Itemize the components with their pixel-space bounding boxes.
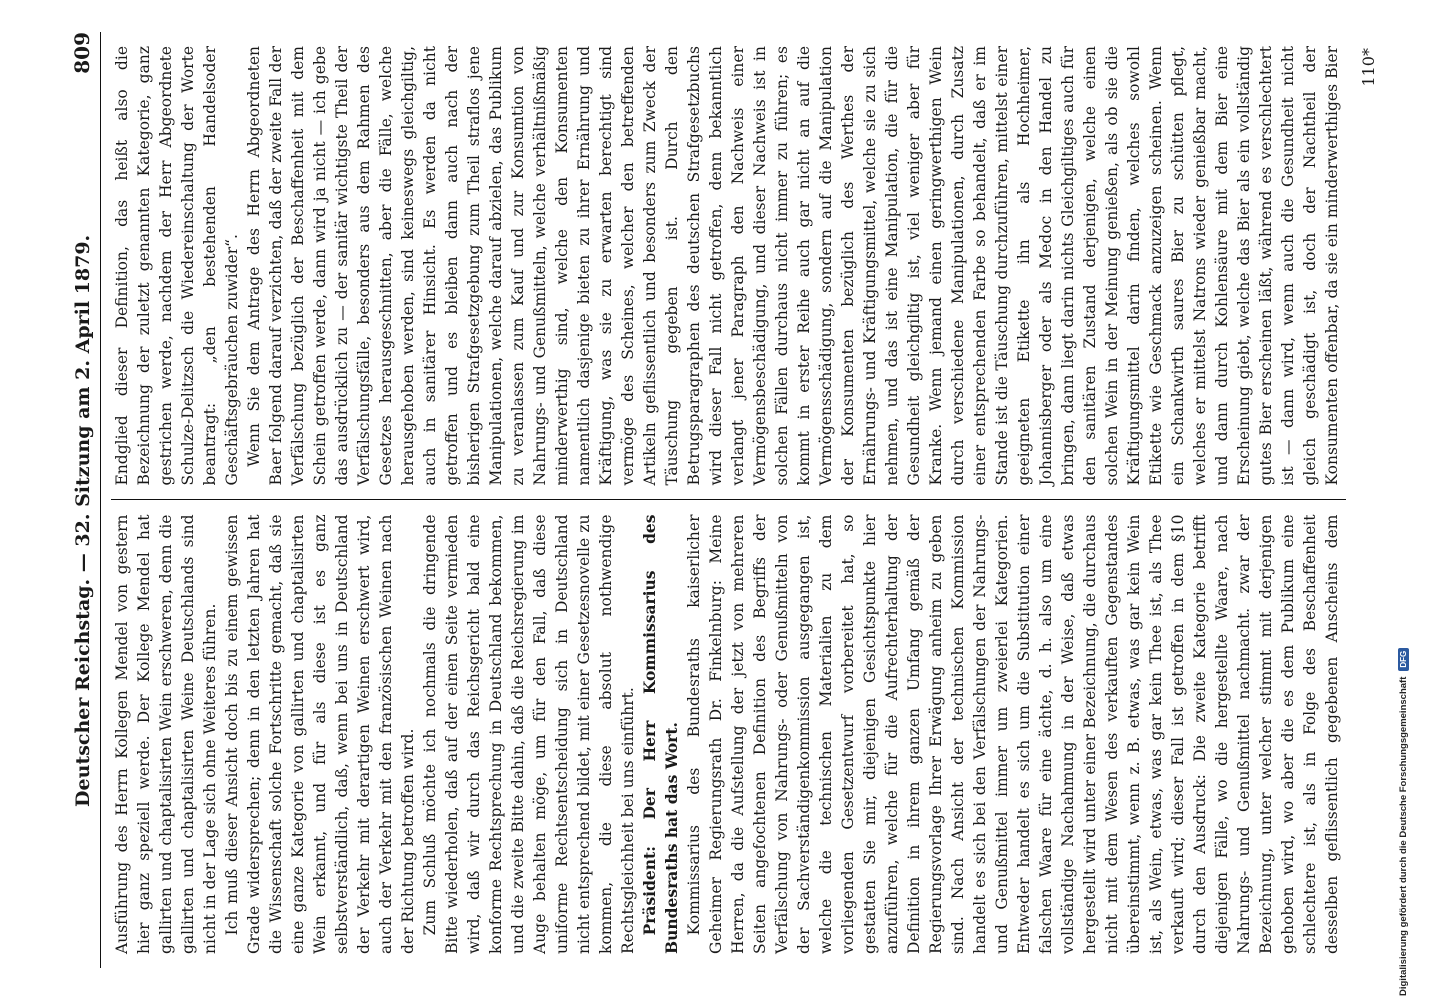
running-title: Deutscher Reichstag. — 32. Sitzung am 2. April 1879. [72,234,94,807]
paragraph: Endglied dieser Definition, das heißt also die Bezeichnung der zuletzt genannten Kategorie, ganz gestrichen werde, nachdem der Herr Abgeordnete Schulze-Delitzsch die Wiedereinschaltung der Worte beantragt: „den bestehenden Handelsoder Geschäftsgebräuchen zuwider“. [113,46,241,486]
speaker-paragraph: Präsident: Der Herr Kommissarius des Bundesraths hat das Wort. [640,514,681,954]
paragraph: Ausführung des Herrn Kollegen Mendel von gestern hier ganz speziell werde. Der Kollege Mendel hat gallirten und chaptalisirten Wein erschweren, denn die gallirten und chaptalisirten Weine Deutschlands sind nicht in der Lage sich ohne Weiteres führen. [113,514,219,954]
page-number: 809 [70,32,94,74]
left-column [111,500,1346,969]
credit-text: Digitalisierung gefördert durch die Deutsche Forschungsgemeinschaft [1398,676,1409,996]
paragraph: Wenn Sie dem Antrage des Herrn Abgeordneten Baer folgend darauf verzichten, daß der zweite Fall der Verfälschung bezüglich der Beschaffenheit mit dem Schein getroffen werde, dann wird ja nicht — ich gebe das ausdrücklich zu — der sanitär wichtigste Theil der Verfälschungsfälle, besonders aus dem Rahmen des Gesetzes herausgeschnitten, aber die Fälle, welche herausgehoben werden, sind keineswegs gleichgiltig, auch in sanitärer Hinsicht. Es werden da nicht getroffen und es bleiben dann auch nach der bisherigen Strafgesetzgebung zum Theil straflos jene Manipulationen, welche darauf abzielen, das Publikum zu veranlassen zum Kauf und zur Konsumtion von Nahrungs- und Genußmitteln, welche verhältnißmäßig minderwerthig sind, welche den Konsumenten namentlich dasjenige bieten zu ihrer Ernährung und Kräftigung, was sie zu erwarten berechtigt sind vermöge des Scheines, welcher den betreffenden Artikeln geflissentlich und besonders zum Zweck der Täuschung gegeben ist. Durch den Betrugsparagraphen des deutschen Strafgesetzbuchs wird dieser Fall nicht getroffen, denn bekanntlich verlangt jener Paragraph den Nachweis einer Vermögensbeschädigung, und dieser Nachweis ist in solchen Fällen durchaus nicht immer zu führen; es kommt in erster Reihe auch gar nicht an auf die Vermögensschädigung, sondern auf die Manipulation der Konsumenten bezüglich des Werthes der Ernährungs- und Kräftigungsmittel, welche sie zu sich nehmen, und das ist eine Manipulation, die für die Gesundheit gleichgiltig ist, viel weniger aber für Kranke. Wenn jemand einen geringwerthigen Wein durch verschiedene Manipulationen, durch Zusatz einer entsprechenden Farbe so behandelt, daß er im Stande ist die Täuschung durchzuführen, mittelst einer geeigneten Etikette ihn als Hochheimer, Johannisberger oder als Medoc in den Handel zu bringen, dann liegt darin nichts Gleichgiltiges auch für den sanitären Zustand derjenigen, welche einen solchen Wein in der Meinung genießen, als ob sie die Kräftigungsmittel darin finden, welches sowohl Etikette wie Geschmack anzuzeigen scheinen. Wenn ein Schankwirth saures Bier zu schütten pflegt, welches er mittelst Natrons wieder genießbar macht, und dann durch Kohlensäure mit dem Bier eine Erscheinung giebt, welche das Bier als ein vollständig gutes Bier erscheinen läßt, während es verschlechtert ist — dann wird, wenn auch die Gesundheit nicht gleich geschädigt ist, doch der Nachtheil der Konsumenten offenbar, da sie ein minderwerthiges Bier [245,46,1341,486]
paragraph: Kommissarius des Bundesraths kaiserlicher Geheimer Regierungsrath Dr. Finkelnburg: Meine Herren, da die Aufstellung der jetzt von mehreren Seiten angefochtenen Definition des Begriffs der Verfälschung von Nahrungs- oder Genußmitteln von der Sachverständigenkommission ausgegangen ist, welche die technischen Materialien zu dem vorliegenden Gesetzentwurf vorbereitet hat, so gestatten Sie mir, diejenigen Gesichtspunkte hier anzuführen, welche für die Aufrechterhaltung der Definition in ihrem ganzen Umfang gemäß der Regierungsvorlage Ihrer Erwägung anheim zu geben sind. Nach Ansicht der technischen Kommission handelt es sich bei den Verfälschungen der Nahrungs- und Genußmittel immer um zweierlei Kategorien. Entweder handelt es sich um die Substitution einer falschen Waare für eine ächte, d. h. also um eine vollständige Nachahmung in der Weise, daß etwas hergestellt wird unter einer Bezeichnung, die durchaus nicht mit dem Wesen des verkauften Gegenstandes übereinstimmt, wenn z. B. etwas, was gar kein Wein ist, als Wein, etwas, was gar kein Thee ist, als Thee verkauft wird; dieser Fall ist getroffen in dem §10 durch den Ausdruck: Die zweite Kategorie betrifft diejenigen Fälle, wo die hergestellte Waare, nach Nahrungs- und Genußmittel nachmacht. zwar der Bezeichnung, unter welcher stimmt mit derjenigen gehoben wird, wo aber die es dem Publikum eine schlechtere ist, als in Folge des Beschaffenheit desselben geflissentlich gegebenen Anscheins dem [685,514,1341,954]
printer-signature: 110* [1359,48,1378,87]
digitization-credit-strip [1392,0,1432,1000]
page-header [70,32,101,968]
dfg-logo: DFG [1398,648,1409,671]
rotated-document-page [42,0,1412,1000]
text-columns [111,32,1346,968]
paragraph: Ich muß dieser Ansicht doch bis zu einem gewissen Grade widersprechen; denn in den letzten Jahren hat die Wissenschaft solche Fortschritte gemacht, daß sie eine ganze Kategorie von gallirten und chaptalisirten Wein erkannt, und für als diese ist es ganz selbstverständlich, daß, wenn bei uns in Deutschland der Verkehr mit derartigen Weinen erschwert wird, auch der Verkehr mit den französischen Weinen nach der Richtung betroffen wird. [223,514,417,954]
right-column [111,32,1346,500]
paragraph: Zum Schluß möchte ich nochmals die dringende Bitte wiederholen, daß auf der einen Seite vermieden wird, daß wir durch das Reichsgericht bald eine konforme Rechtsprechung in Deutschland bekommen, und die zweite Bitte dahin, daß die Reichsregierung im Auge behalten möge, um für den Fall, daß diese uniforme Rechtsentscheidung sich in Deutschland nicht entsprechend bildet, mit einer Gesetzesnovelle zu kommen, die diese absolut nothwendige Rechtsgleichheit bei uns einführt. [421,514,637,954]
